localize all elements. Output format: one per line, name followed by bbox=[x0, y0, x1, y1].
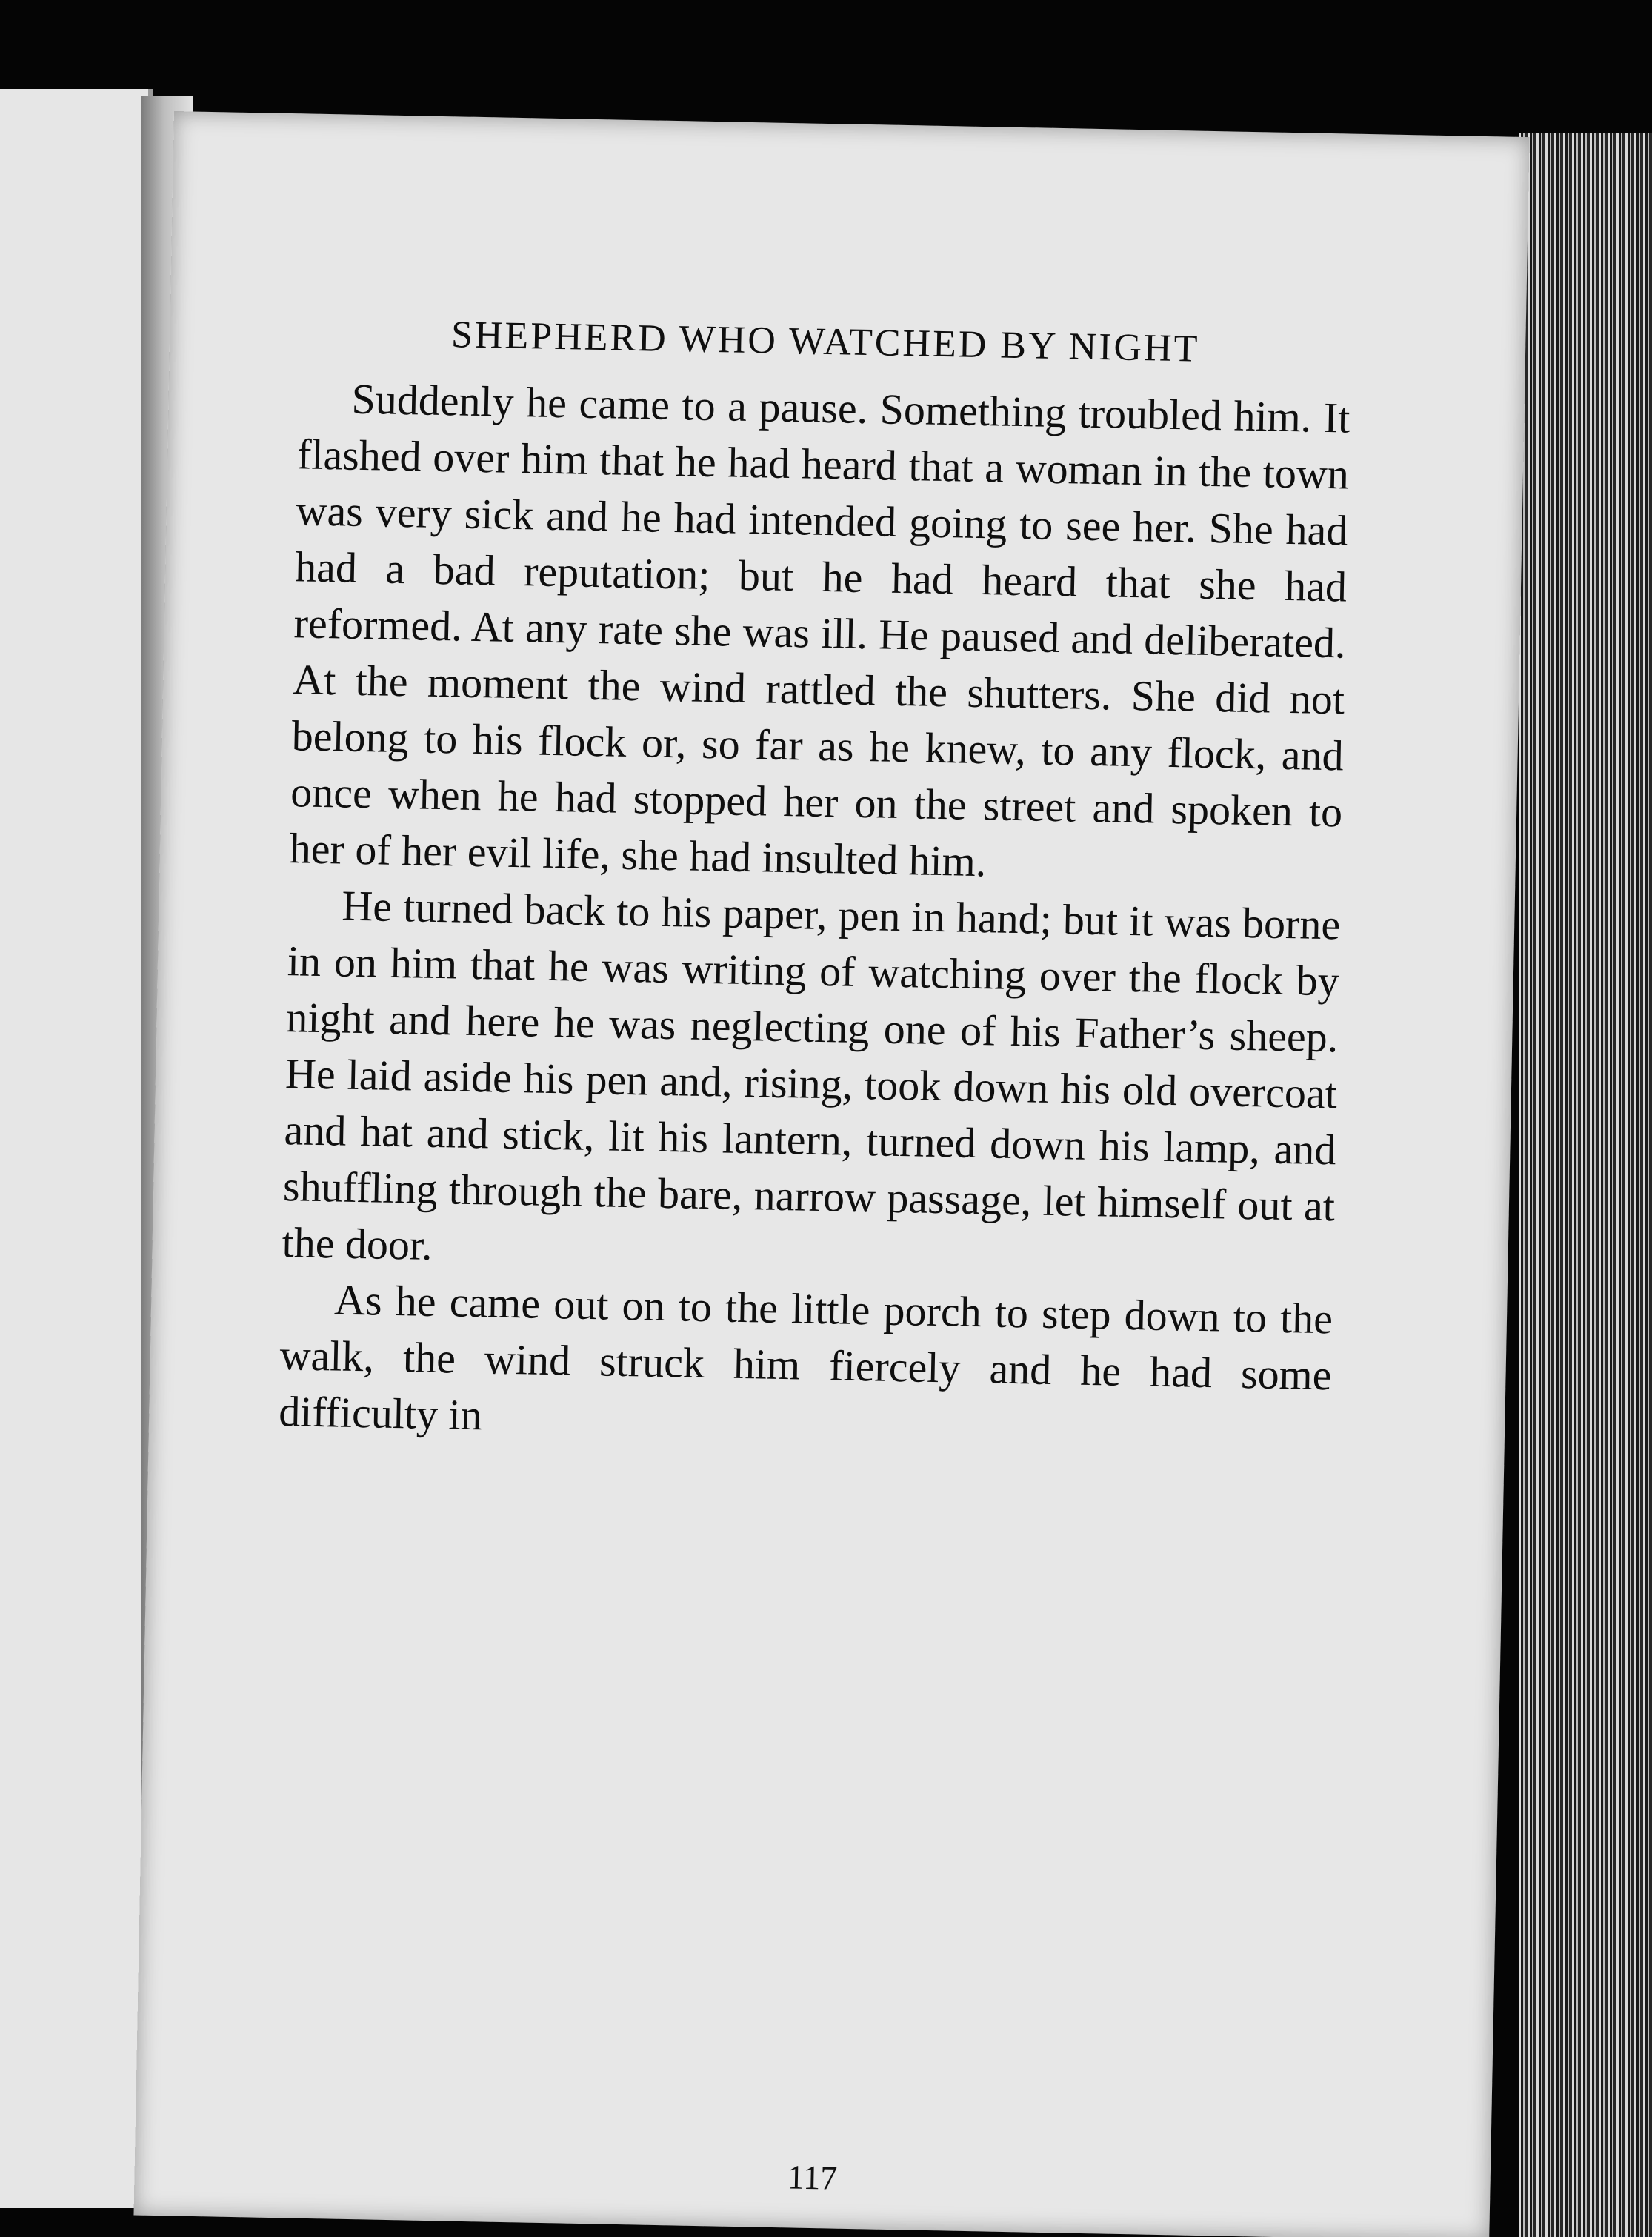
book-page bbox=[133, 111, 1529, 2237]
page-fore-edges bbox=[1519, 133, 1652, 2237]
paragraph-1: Suddenly he came to a pause. Something troubled him. It flashed over him that he had heard that a woman in the town was very sick and he had intended going to see her. She had had a bad reputation; but he had heard that she had reformed. At any rate she was ill. He paused and deliberated. At the moment the wind rattled the shutters. She did not belong to his flock or, so far as he knew, to any flock, and once when he had stopped her on the street and spoken to her of her evil life, she had insulted him. bbox=[289, 374, 1350, 886]
running-head: SHEPHERD WHO WATCHED BY NIGHT bbox=[450, 313, 1200, 370]
facing-page-edge bbox=[0, 89, 153, 2208]
paragraph-3: As he came out on to the little porch to step down to the walk, the wind struck him fiercely and he had some difficulty in bbox=[278, 1275, 1333, 1440]
text-block bbox=[279, 310, 1352, 1460]
paragraph-2: He turned back to his paper, pen in hand; but it was borne in on him that he was writing of watching over the flock by night and here he was neglecting one of his Father’s sheep. He laid aside his pen and, rising, took down his old overcoat and hat and stick, lit his lantern, turned down his lamp, and shuffling through the bare, narrow passage, let himself out at the door. bbox=[282, 881, 1341, 1269]
page-number: 117 bbox=[787, 2158, 838, 2197]
